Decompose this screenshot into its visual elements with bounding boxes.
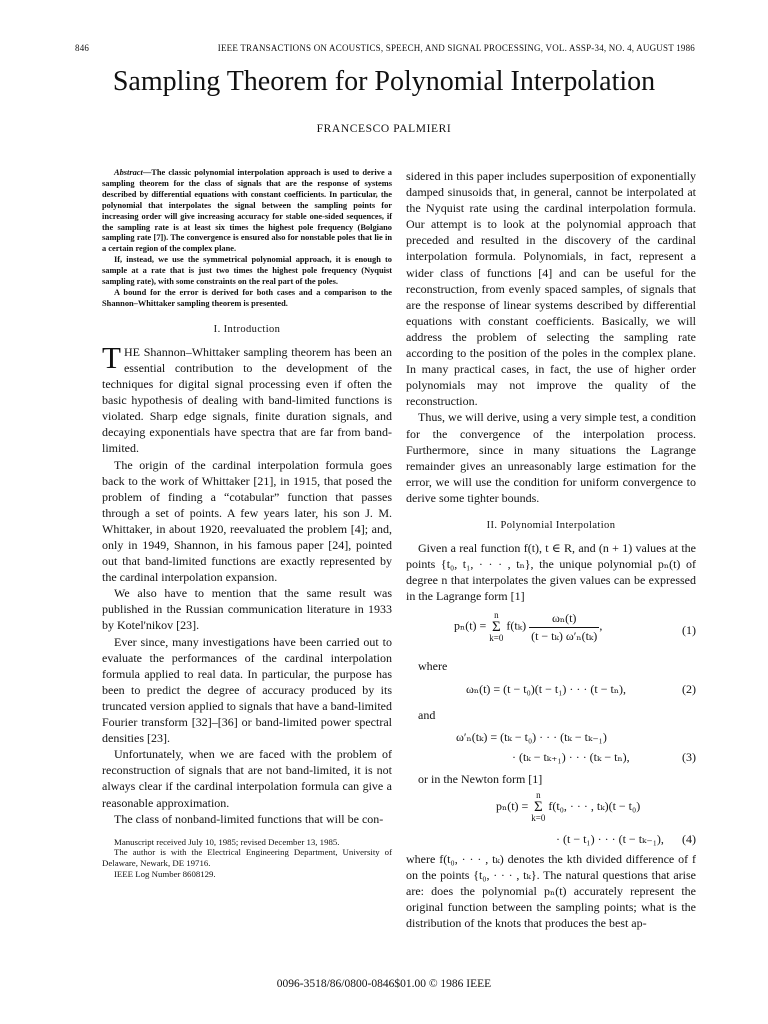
equation-1: pₙ(t) = n Σ k=0 f(tₖ) $\frac{\text{ωₙ(t)}}{\text{(t − tₖ) ω′ₙ(tₖ)}}$ , (1) — [454, 610, 696, 644]
journal-name: IEEE TRANSACTIONS ON ACOUSTICS, SPEECH, AND SIGNAL PROCESSING, VOL. ASSP-34, NO. 4, AUGUST 1986 — [217, 43, 695, 53]
equation-3: ω′ₙ(tₖ) = (tₖ − t₀) · · · (tₖ − tₖ₋₁) · (tₖ − tₖ₊₁) · · · (tₖ − tₙ), (3) — [456, 729, 696, 764]
and-label: and — [418, 707, 436, 722]
equation-number-2: (2) — [682, 681, 696, 696]
equation-number-4: (4) — [682, 831, 696, 846]
where-label: where — [418, 659, 448, 674]
footnote-received: Manuscript received July 10, 1985; revised December 13, 1985. — [114, 836, 340, 847]
equation-number-3: (3) — [682, 749, 696, 764]
newton-form-label: or in the Newton form [1] — [418, 771, 543, 786]
footnote-log-number: IEEE Log Number 8608129. — [114, 869, 216, 880]
section2-paragraph-2: where f(t₀, · · · , tₖ) denotes the kth divided difference of f on the points {t₀, · · · , tₖ}. The natural questions that arise are: does the polynomial pₙ(t) accurately represent the original function between the sampling points; what is the distribution of the knots that produces the best ap- — [406, 851, 696, 931]
footnote — [102, 837, 392, 880]
right-column — [406, 168, 696, 931]
intro-paragraph-6: The class of nonband-limited functions that will be con- — [114, 811, 384, 826]
drop-cap: T — [102, 339, 121, 375]
section2-paragraph-1: Given a real function f(t), t ∈ R, and (n + 1) values at the points {t₀, t₁, · · · , tₙ}, the unique polynomial pₙ(t) of degree n that interpolates the given values can be expressed in the Lagrange form [1] — [406, 541, 696, 604]
introduction-body — [102, 339, 392, 827]
intro-paragraph-2: The origin of the cardinal interpolation formula goes back to the work of Whittaker [21], in 1915, that posed the problem of finding a “cotabular” function that passes through a set of points. A few years later, his son J. M. Whittaker, in about 1920, reevaluated the problem [4]; and, only in 1949, Shannon, in his famous paper [24], pointed out that band-limited functions are exactly represented by the cardinal interpolation expansion. — [102, 457, 392, 585]
abstract-paragraph-3: A bound for the error is derived for both cases and a comparison to the Shannon–Whittaker sampling theorem is presented. — [102, 287, 392, 308]
summation-symbol: n Σ k=0 — [531, 789, 546, 823]
paper-title: Sampling Theorem for Polynomial Interpolation — [112, 66, 656, 97]
intro-paragraph-1: THE Shannon–Whittaker sampling theorem has been an essential contribution to the development of the techniques for digital signal processing even if often the basic hypothesis of dealing with band-limited functions is violated. Sharp edge signals, finite duration signals, and decaying exponentials have spectra that are far from band-limited. — [102, 339, 392, 456]
abstract-paragraph-2: If, instead, we use the symmetrical polynomial approach, it is enough to sample at a rate that is just two times the highest pole frequency (Nyquist sampling rate), with some constraints on the real part of the poles. — [102, 255, 392, 287]
abstract-label: Abstract — [114, 168, 143, 177]
footnote-affiliation: The author is with the Electrical Engineering Department, University of Delaware, Newark, DE 19716. — [102, 847, 392, 869]
abstract — [102, 168, 392, 310]
left-column — [102, 168, 392, 880]
equation-4: pₙ(t) = n Σ k=0 f(t₀, · · · , tₖ)(t − t₀) · (t − t₁) · · · (t − tₖ₋₁), (4) — [496, 789, 696, 846]
author-name: FRANCESCO PALMIERI — [316, 123, 452, 135]
abstract-paragraph-1: Abstract—The classic polynomial interpolation approach is used to derive a sampling theorem for the class of signals that are the response of systems described by differential equations with constant coefficients. In particular, the polynomial that interpolates the signal between the sampling points for increasing order will give increasing accuracy for stable one-sided sequences, if the sampling rate is at least six times the highest pole frequency (Bolgiano sampling rate [7]). The convergence is ensured also for nonstable poles that lie in a certain region of the complex plane. — [102, 168, 392, 254]
right-paragraph-1: sidered in this paper includes superposition of exponentially damped sinusoids that, in general, cannot be interpolated at the Nyquist rate using the cardinal interpolation formula. Our attempt is to look at the polynomial approach that preceded and resulted in the discovery of the cardinal interpolation formula. Polynomials, in fact, represent a wider class of functions [4] and can be useful for the reconstruction, from evenly spaced samples, of signals that are the response of linear systems described by differential equations with constant coefficients. Basically, we will address the problem of selecting the sampling rate according to the position of the poles in the complex plane. In many practical cases, in fact, the use of higher order polynomials may not improve the quality of the reconstruction. — [406, 169, 696, 409]
intro-paragraph-4: Ever since, many investigations have been carried out to evaluate the performances of the cardinal interpolation formula applied to real data. In particular, the purpose has been to predict the degree of accuracy produced by its truncated version applied to signals that have a band-limited Fourier transform [32]–[36] or band-limited power spectral densities [23]. — [102, 634, 392, 746]
summation-symbol: n Σ k=0 — [489, 610, 504, 644]
section2-body — [406, 540, 696, 931]
equation-2: ωₙ(t) = (t − t₀)(t − t₁) · · · (t − tₙ), (2) — [466, 681, 696, 696]
equation-number-1: (1) — [682, 623, 696, 638]
copyright-footer: 0096-3518/86/0800-0846$01.00 © 1986 IEEE — [276, 978, 492, 990]
fraction: $\frac{\text{ωₙ(t)}}{\text{(t − tₖ) ω′ₙ(tₖ)}}$ — [531, 611, 598, 643]
right-column-body — [406, 168, 696, 506]
right-paragraph-2: Thus, we will derive, using a very simple test, a condition for the convergence of the interpolation process. Furthermore, since in many situations the Lagrange remainder gives an unreasonably large estimation for the error, we will use the condition for uniform convergence to derive some tighter bounds. — [406, 410, 696, 505]
intro-paragraph-5: Unfortunately, when we are faced with the problem of reconstruction of signals that are not band-limited, it is not always clear if the cardinal interpolation formula can give a reasonable approximation. — [102, 747, 392, 810]
section-heading-polynomial-interpolation: II. Polynomial Interpolation — [486, 519, 616, 531]
intro-paragraph-3: We also have to mention that the same result was published in the Russian communication literature in 1933 by Kotel'nikov [23]. — [102, 586, 392, 633]
page-number: 846 — [75, 43, 90, 53]
section-heading-introduction: I. Introduction — [213, 323, 281, 335]
